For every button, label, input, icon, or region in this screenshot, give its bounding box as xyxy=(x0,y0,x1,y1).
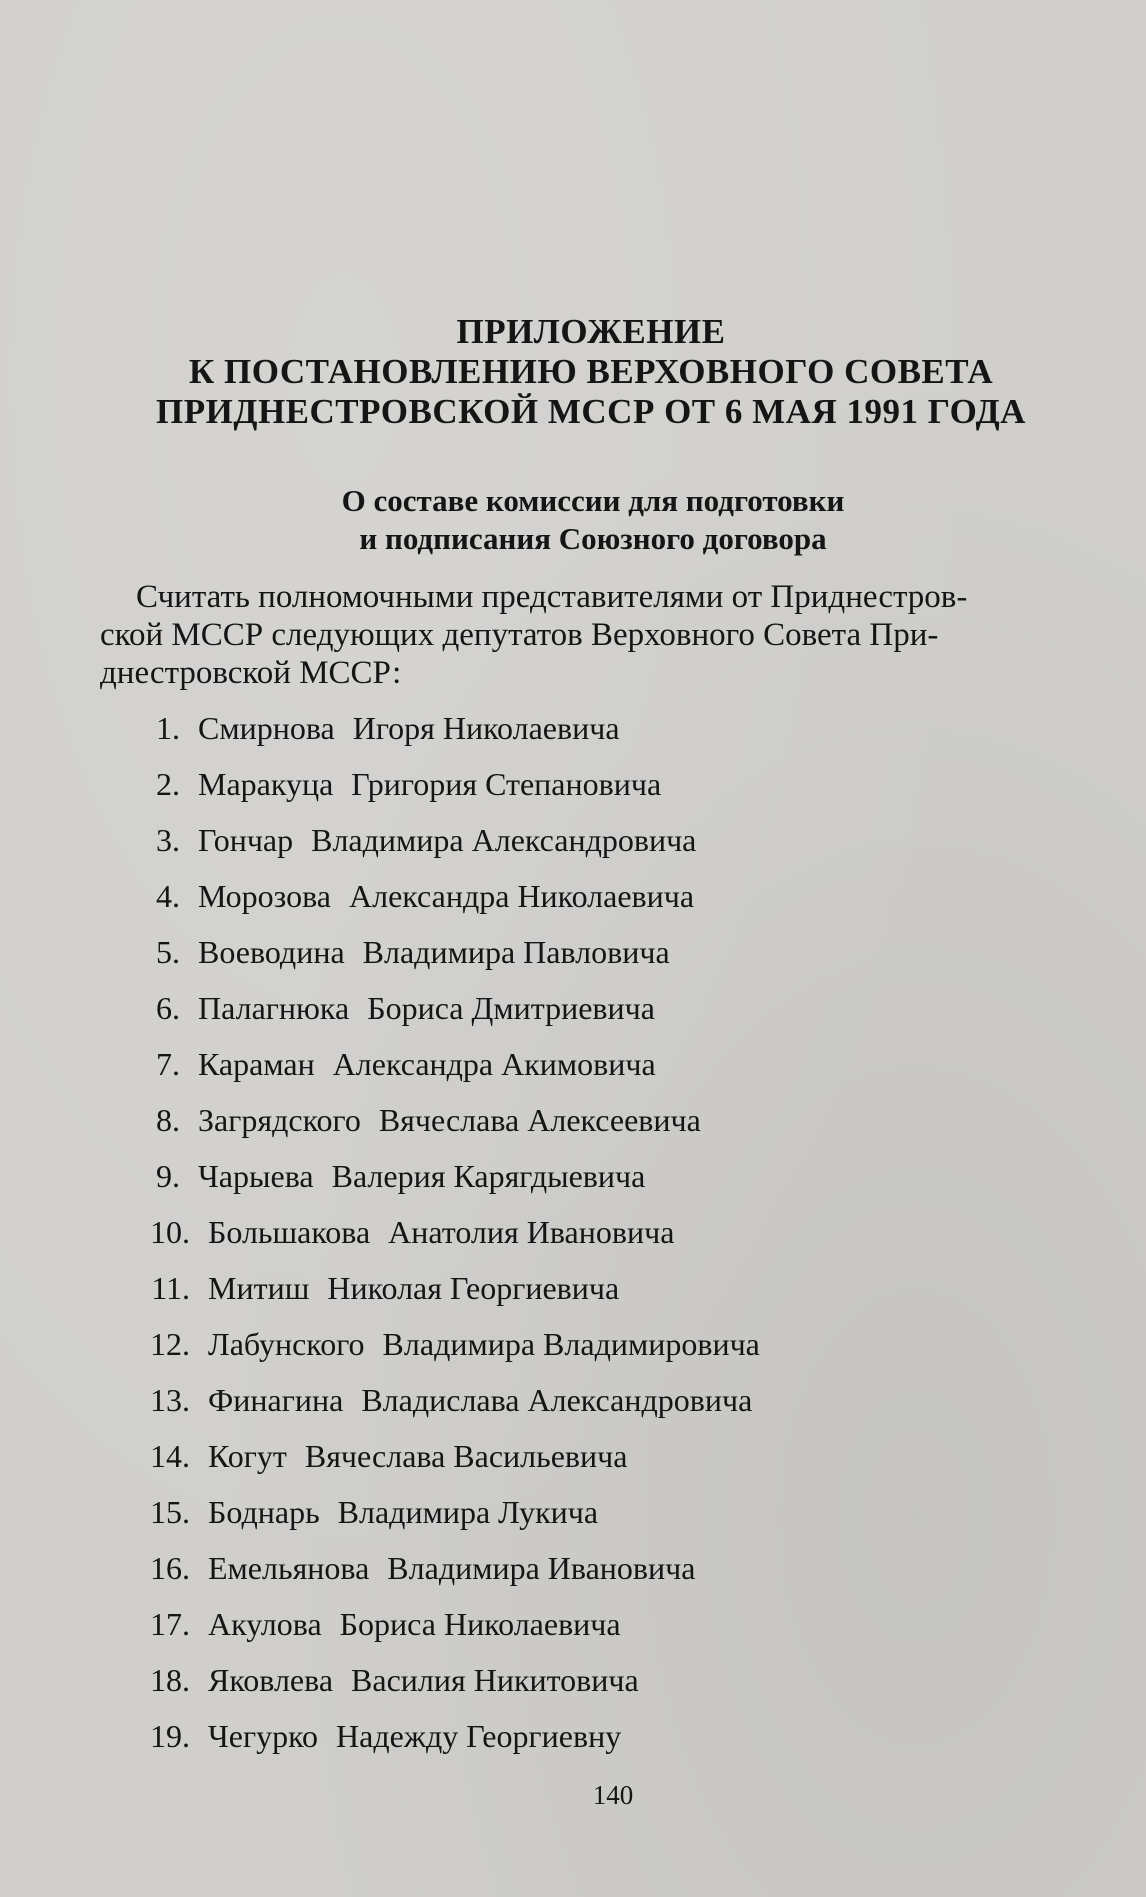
member-surname: Большакова xyxy=(208,1214,371,1250)
member-surname: Лабунского xyxy=(208,1326,365,1362)
intro-line-3: днестровской МССР: xyxy=(100,655,402,691)
intro-line-1: Считать полномочными представителями от Приднестров- xyxy=(136,579,968,615)
subheading-line-1: О составе комиссии для подготовки xyxy=(341,483,845,518)
member-surname: Чегурко xyxy=(208,1718,319,1754)
list-item-number: 11. xyxy=(151,1270,190,1306)
list-item-number: 2. xyxy=(156,766,180,802)
list-item-number: 12. xyxy=(150,1326,190,1362)
list-item xyxy=(120,1492,1020,1548)
list-item-number: 18. xyxy=(150,1662,190,1698)
appendix-heading xyxy=(0,312,1146,432)
member-given-names: Владимира Владимировича xyxy=(382,1326,760,1362)
member-list xyxy=(120,708,1020,1772)
list-item-number: 15. xyxy=(150,1494,190,1530)
member-surname: Маракуца xyxy=(198,766,334,802)
heading-line-3: ПРИДНЕСТРОВСКОЙ МССР ОТ 6 МАЯ 1991 ГОДА xyxy=(156,392,1026,431)
list-item-number: 3. xyxy=(156,822,180,858)
list-item xyxy=(120,708,1020,764)
member-surname: Смирнова xyxy=(198,710,335,746)
member-given-names: Вячеслава Васильевича xyxy=(304,1438,628,1474)
list-item xyxy=(120,820,1020,876)
list-item-number: 6. xyxy=(156,990,180,1026)
member-surname: Морозова xyxy=(198,878,331,914)
page-number: 140 xyxy=(592,1780,634,1810)
heading-line-1: ПРИЛОЖЕНИЕ xyxy=(456,312,726,351)
list-item xyxy=(120,1716,1020,1772)
list-item xyxy=(120,1604,1020,1660)
list-item-number: 4. xyxy=(156,878,180,914)
member-given-names: Бориса Дмитриевича xyxy=(367,990,655,1026)
member-surname: Когут xyxy=(208,1438,287,1474)
section-subheading xyxy=(0,482,1146,558)
member-surname: Палагнюка xyxy=(198,990,350,1026)
list-item xyxy=(120,1156,1020,1212)
member-surname: Яковлева xyxy=(208,1662,334,1698)
member-given-names: Вячеслава Алексеевича xyxy=(378,1102,701,1138)
member-surname: Загрядского xyxy=(198,1102,361,1138)
list-item-number: 8. xyxy=(156,1102,180,1138)
member-given-names: Василия Никитовича xyxy=(351,1662,639,1698)
list-item xyxy=(120,932,1020,988)
list-item xyxy=(120,1044,1020,1100)
list-item xyxy=(120,1436,1020,1492)
member-surname: Финагина xyxy=(208,1382,344,1418)
member-given-names: Владимира Лукича xyxy=(337,1494,599,1530)
list-item-number: 5. xyxy=(156,934,180,970)
subheading-line-2: и подписания Союзного договора xyxy=(359,521,827,556)
intro-line-2: ской МССР следующих депутатов Верховного Совета При- xyxy=(100,617,939,653)
member-given-names: Григория Степановича xyxy=(351,766,662,802)
member-given-names: Александра Акимовича xyxy=(332,1046,656,1082)
member-given-names: Владимира Ивановича xyxy=(387,1550,696,1586)
member-given-names: Владимира Павловича xyxy=(362,934,670,970)
intro-paragraph xyxy=(100,578,1090,692)
member-surname: Гончар xyxy=(198,822,294,858)
member-given-names: Владислава Александровича xyxy=(361,1382,753,1418)
list-item xyxy=(120,1380,1020,1436)
list-item-number: 9. xyxy=(156,1158,180,1194)
member-surname: Боднарь xyxy=(208,1494,320,1530)
member-given-names: Николая Георгиевича xyxy=(327,1270,620,1306)
list-item-number: 14. xyxy=(150,1438,190,1474)
member-given-names: Анатолия Ивановича xyxy=(388,1214,675,1250)
list-item-number: 13. xyxy=(150,1382,190,1418)
list-item xyxy=(120,988,1020,1044)
member-given-names: Игоря Николаевича xyxy=(352,710,620,746)
list-item-number: 10. xyxy=(150,1214,190,1250)
member-surname: Митиш xyxy=(208,1270,310,1306)
list-item xyxy=(120,1660,1020,1716)
list-item-number: 7. xyxy=(156,1046,180,1082)
heading-line-2: К ПОСТАНОВЛЕНИЮ ВЕРХОВНОГО СОВЕТА xyxy=(188,352,994,391)
member-given-names: Валерия Карягдыевича xyxy=(331,1158,646,1194)
member-surname: Караман xyxy=(198,1046,315,1082)
member-surname: Емельянова xyxy=(208,1550,370,1586)
list-item-number: 1. xyxy=(156,710,180,746)
member-surname: Чарыева xyxy=(198,1158,314,1194)
member-given-names: Александра Николаевича xyxy=(349,878,695,914)
member-given-names: Бориса Николаевича xyxy=(339,1606,621,1642)
member-surname: Воеводина xyxy=(198,934,345,970)
member-surname: Акулова xyxy=(208,1606,322,1642)
list-item xyxy=(120,876,1020,932)
member-given-names: Владимира Александровича xyxy=(311,822,697,858)
list-item-number: 17. xyxy=(150,1606,190,1642)
list-item-number: 16. xyxy=(150,1550,190,1586)
member-given-names: Надежду Георгиевну xyxy=(336,1718,622,1754)
list-item-number: 19. xyxy=(150,1718,190,1754)
list-item xyxy=(120,764,1020,820)
list-item xyxy=(120,1100,1020,1156)
list-item xyxy=(120,1548,1020,1604)
list-item xyxy=(120,1268,1020,1324)
list-item xyxy=(120,1324,1020,1380)
list-item xyxy=(120,1212,1020,1268)
